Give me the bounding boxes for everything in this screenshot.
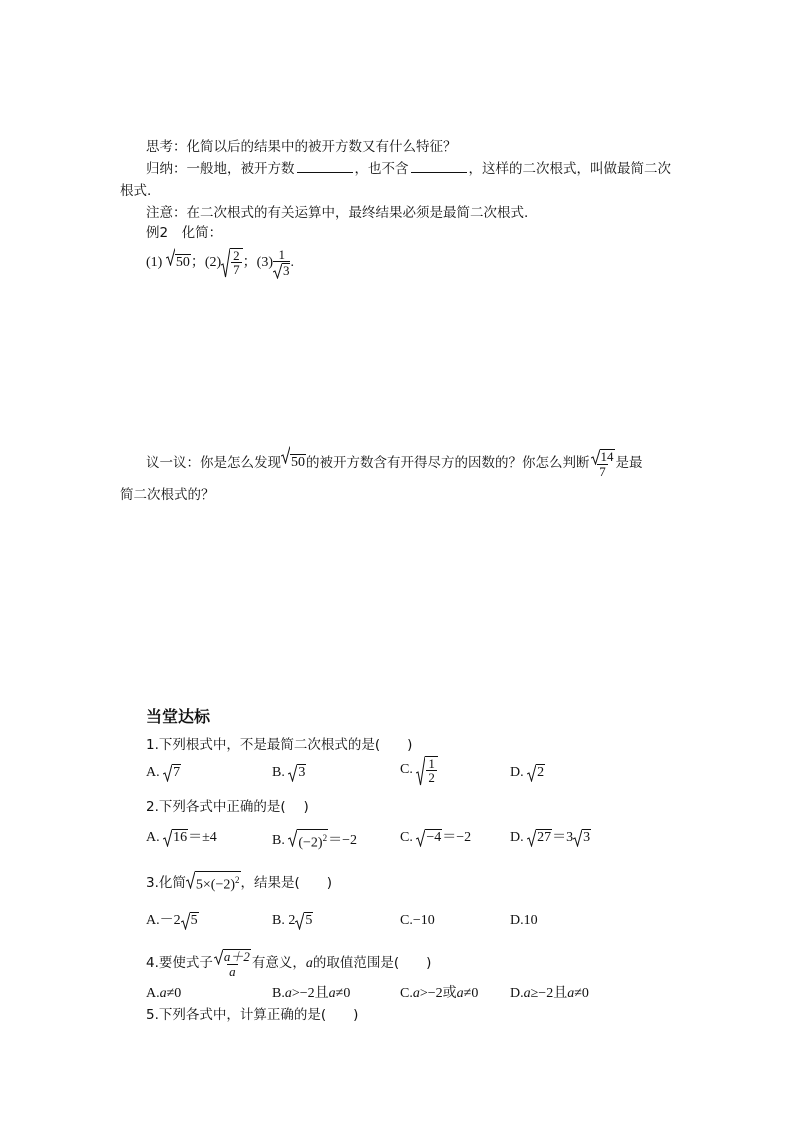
blank-1[interactable]: [297, 160, 353, 173]
sqrt-50-discuss: 50: [281, 446, 306, 480]
q2-option-d[interactable]: D. 27＝3 3: [510, 830, 591, 846]
q3-option-a[interactable]: A.－2 5: [146, 913, 198, 929]
example-title: 例2 化简：: [146, 225, 223, 241]
sqrt-50: 50: [166, 248, 191, 278]
q1-option-a[interactable]: A. 7: [146, 765, 181, 781]
example-item-2-label: (2): [204, 255, 222, 271]
example-item-1-label: (1): [146, 255, 163, 271]
q4-option-b[interactable]: B.a>−2且a≠0: [272, 986, 351, 1001]
example-item-3-label: (3): [256, 255, 273, 271]
induction-text-2: ，也不含: [354, 161, 409, 177]
frac-1-over-sqrt3: $\frac{1}{3}$: [273, 248, 291, 278]
frac-sqrt14-over-7: $\frac{14}{7}$: [590, 448, 616, 478]
q3-option-b[interactable]: B. 2 5: [272, 913, 313, 929]
q1-option-c[interactable]: C. $\frac{1}{2}$: [400, 756, 438, 784]
q5-stem: 5.下列各式中，计算正确的是( ): [146, 1007, 359, 1023]
q4-option-d[interactable]: D.a≥−2且a≠0: [510, 986, 589, 1001]
discuss-text-1: 议一议：你是怎么发现: [146, 455, 281, 471]
think-line: 思考：化简以后的结果中的被开方数又有什么特征？: [146, 139, 457, 155]
discuss-text-2: 的被开方数含有开得尽方的因数的？你怎么判断: [306, 455, 590, 471]
induction-text-3: ，这样的二次根式，叫做最简二次: [468, 161, 671, 177]
section-title: 当堂达标: [146, 707, 211, 726]
sqrt-2-over-7: $\frac{2}{7}$: [221, 248, 243, 278]
q2-option-a[interactable]: A. 16＝±4: [146, 830, 217, 846]
example-end: .: [290, 255, 294, 271]
q4-option-c[interactable]: C.a>−2或a≠0: [400, 986, 479, 1001]
q2-option-c[interactable]: C. −4＝−2: [400, 830, 472, 846]
q4-stem: 4.要使式子 $\frac{a+2}{a}$ 有意义，a的取值范围是( ): [146, 948, 432, 979]
example-items: [146, 248, 294, 278]
q1-stem: 1.下列根式中，不是最简二次根式的是( ): [146, 737, 413, 753]
induction-end: 根式.: [120, 183, 152, 199]
q3-option-d[interactable]: D.10: [510, 913, 538, 928]
discuss-line: [146, 446, 643, 480]
q1-option-d[interactable]: D. 2: [510, 765, 545, 781]
induction-text-1: 归纳：一般地，被开方数: [146, 161, 295, 177]
q2-stem: 2.下列各式中正确的是( ): [146, 799, 309, 815]
sep-2: ；: [242, 255, 257, 271]
discuss-text-3: 是最: [615, 455, 643, 471]
q1-option-b[interactable]: B. 3: [272, 765, 306, 781]
q2-option-b[interactable]: B. $(-2)^2=-2$: [272, 829, 357, 853]
note-line: 注意：在二次根式的有关运算中，最终结果必须是最简二次根式.: [146, 205, 529, 221]
q3-stem: 3.化简 $5\times(-2)^2$，结果是( ): [146, 871, 332, 895]
q3-option-c[interactable]: C.−10: [400, 913, 435, 928]
sep-1: ；: [190, 255, 205, 271]
q4-option-a[interactable]: A.a≠0: [146, 986, 182, 1001]
discuss-end: 简二次根式的？: [120, 487, 215, 503]
induction-line: [146, 160, 671, 178]
blank-2[interactable]: [411, 160, 467, 173]
